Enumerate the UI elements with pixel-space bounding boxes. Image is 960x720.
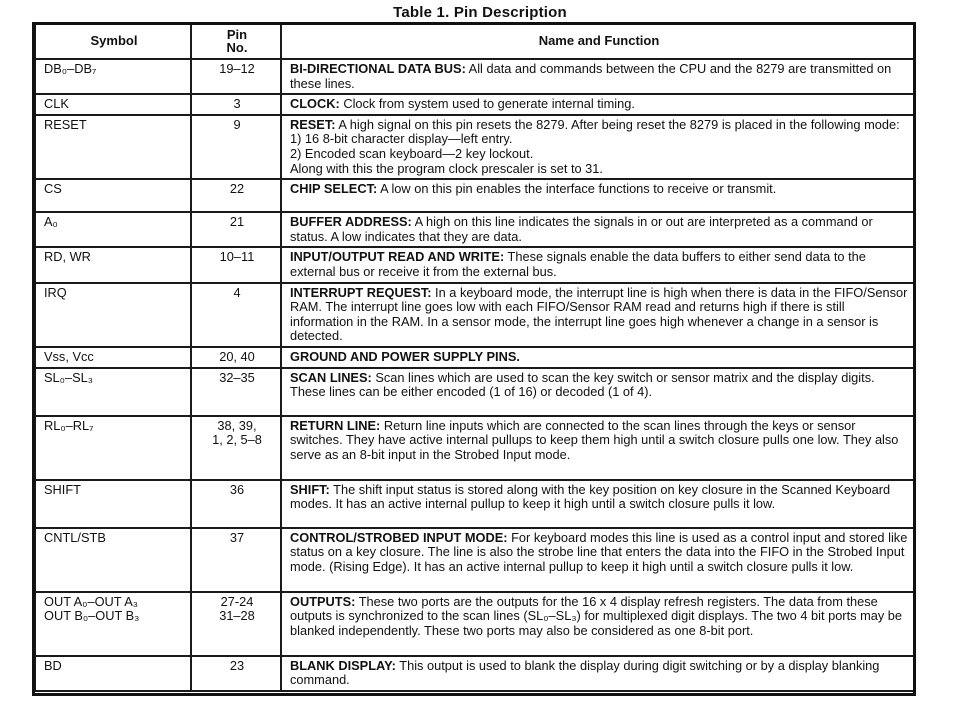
table-row [35, 212, 915, 247]
cell-name-function [281, 59, 915, 94]
function-description: The shift input status is stored along with the key position on key closure in the Scanned Keyboard modes. It has an active internal pullup to keep it high until a switch closure pulls it low. [290, 481, 891, 512]
cell-name-function [281, 368, 915, 416]
function-description: Return line inputs which are connected to the scan lines through the keys or sensor switches. They have active internal pullups to keep them high until a switch closure pulls one low. They also serve as an 8-bit input in the Strobed Input mode. [290, 417, 899, 462]
cell-pin: 21 [191, 212, 281, 247]
function-name: BLANK DISPLAY: [290, 657, 396, 673]
cell-symbol: SHIFT [35, 480, 191, 528]
function-name: CHIP SELECT: [290, 181, 378, 197]
cell-symbol: SL₀–SL₃ [35, 368, 191, 416]
cell-symbol: DB₀–DB₇ [35, 59, 191, 94]
function-name: SCAN LINES: [290, 369, 372, 385]
pin-description-table [34, 22, 916, 692]
cell-pin: 3 [191, 94, 281, 115]
function-description: In a keyboard mode, the interrupt line is high when there is data in the FIFO/Sensor RAM. The interrupt line goes low with each FIFO/Sensor RAM read and returns high if there is still information in the RAM. In a sensor mode, the interrupt line goes high whenever a change in a sensor is detected. [290, 284, 908, 344]
cell-pin: 19–12 [191, 59, 281, 94]
cell-symbol: OUT A₀–OUT A₃ OUT B₀–OUT B₃ [35, 592, 191, 656]
function-description: A low on this pin enables the interface functions to receive or transmit. [377, 181, 777, 197]
function-description: Scan lines which are used to scan the key switch or sensor matrix and the display digits. These lines can be either encoded (1 of 16) or decoded (1 of 4). [290, 369, 875, 400]
cell-pin: 36 [191, 480, 281, 528]
cell-name-function [281, 212, 915, 247]
function-name: RETURN LINE: [290, 417, 381, 433]
cell-name-function [281, 347, 915, 368]
header-pin-line1: Pin [226, 27, 248, 42]
table-row [35, 368, 915, 416]
function-name: INTERRUPT REQUEST: [290, 284, 432, 300]
cell-symbol: BD [35, 656, 191, 691]
cell-pin: 27-24 31–28 [191, 592, 281, 656]
cell-name-function [281, 656, 915, 691]
function-description: For keyboard modes this line is used as a control input and stored like status on a key closure. The line is also the strobe line that enters the data into the FIFO in the Strobed Input mode. (Rising Edge). It has an active internal pullup to keep it high until a switch closure pulls it low. [290, 529, 908, 574]
table-row [35, 480, 915, 528]
table-row [35, 592, 915, 656]
header-row [35, 23, 915, 59]
cell-pin: 4 [191, 283, 281, 347]
cell-name-function [281, 480, 915, 528]
table-row [35, 247, 915, 282]
cell-pin: 20, 40 [191, 347, 281, 368]
table-title: Table 1. Pin Description [393, 4, 567, 21]
function-description: A high on this line indicates the signals in or out are interpreted as a command or status. A low indicates that they are data. [290, 214, 873, 244]
function-name: BUFFER ADDRESS: [290, 214, 412, 230]
cell-symbol: Vss, Vcc [35, 347, 191, 368]
function-description: A high signal on this pin resets the 8279. After being reset the 8279 is placed in the following mode: 1) 16 8-bit character display—left entry. 2) Encoded scan keyboard—2 key lockout. Along with this the program clock prescaler is set to 31. [290, 116, 900, 176]
cell-pin: 9 [191, 115, 281, 179]
function-name: SHIFT: [290, 481, 330, 497]
header-name-function: Name and Function [281, 23, 915, 59]
function-description: These signals enable the data buffers to either send data to the external bus or receive it from the external bus. [290, 249, 866, 279]
table-row [35, 656, 915, 691]
function-description: Clock from system used to generate internal timing. [339, 96, 635, 112]
cell-symbol: RESET [35, 115, 191, 179]
function-name: INPUT/OUTPUT READ AND WRITE: [290, 249, 505, 265]
table-row [35, 115, 915, 179]
table-row [35, 59, 915, 94]
cell-symbol: CLK [35, 94, 191, 115]
cell-symbol: RL₀–RL₇ [35, 416, 191, 480]
table-row [35, 179, 915, 212]
header-symbol: Symbol [35, 23, 191, 59]
table-row [35, 528, 915, 592]
function-name: CLOCK: [290, 96, 340, 112]
cell-name-function [281, 528, 915, 592]
cell-symbol: IRQ [35, 283, 191, 347]
function-name: OUTPUTS: [290, 593, 356, 609]
cell-name-function [281, 179, 915, 212]
table-row [35, 94, 915, 115]
cell-name-function [281, 115, 915, 179]
cell-pin: 38, 39, 1, 2, 5–8 [191, 416, 281, 480]
table-row [35, 416, 915, 480]
function-description: All data and commands between the CPU and the 8279 are transmitted on these lines. [290, 61, 892, 91]
cell-symbol: CS [35, 179, 191, 212]
function-name: RESET: [290, 116, 336, 132]
cell-pin: 10–11 [191, 247, 281, 282]
cell-name-function [281, 592, 915, 656]
table-row [35, 283, 915, 347]
cell-name-function [281, 94, 915, 115]
header-pin-line2: No. [226, 40, 248, 55]
cell-pin: 32–35 [191, 368, 281, 416]
cell-pin: 23 [191, 656, 281, 691]
cell-pin: 37 [191, 528, 281, 592]
header-pin-no [191, 23, 281, 59]
function-name: BI-DIRECTIONAL DATA BUS: [290, 61, 466, 76]
cell-name-function [281, 416, 915, 480]
cell-name-function [281, 247, 915, 282]
cell-name-function [281, 283, 915, 347]
table-row [35, 347, 915, 368]
function-description: These two ports are the outputs for the 16 x 4 display refresh registers. The data from these outputs is synchronized to the scan lines (SL₀–SL₃) for multiplexed digit displays. The two 4 bit ports may be blanked independently. These two ports may also be considered as one 8-bit port. [290, 593, 903, 638]
function-description: This output is used to blank the display during digit switching or by a display blanking command. [290, 657, 880, 688]
cell-symbol: A₀ [35, 212, 191, 247]
cell-pin: 22 [191, 179, 281, 212]
function-name: GROUND AND POWER SUPPLY PINS. [290, 348, 520, 364]
function-name: CONTROL/STROBED INPUT MODE: [290, 529, 508, 545]
cell-symbol: CNTL/STB [35, 528, 191, 592]
cell-symbol: RD, WR [35, 247, 191, 282]
